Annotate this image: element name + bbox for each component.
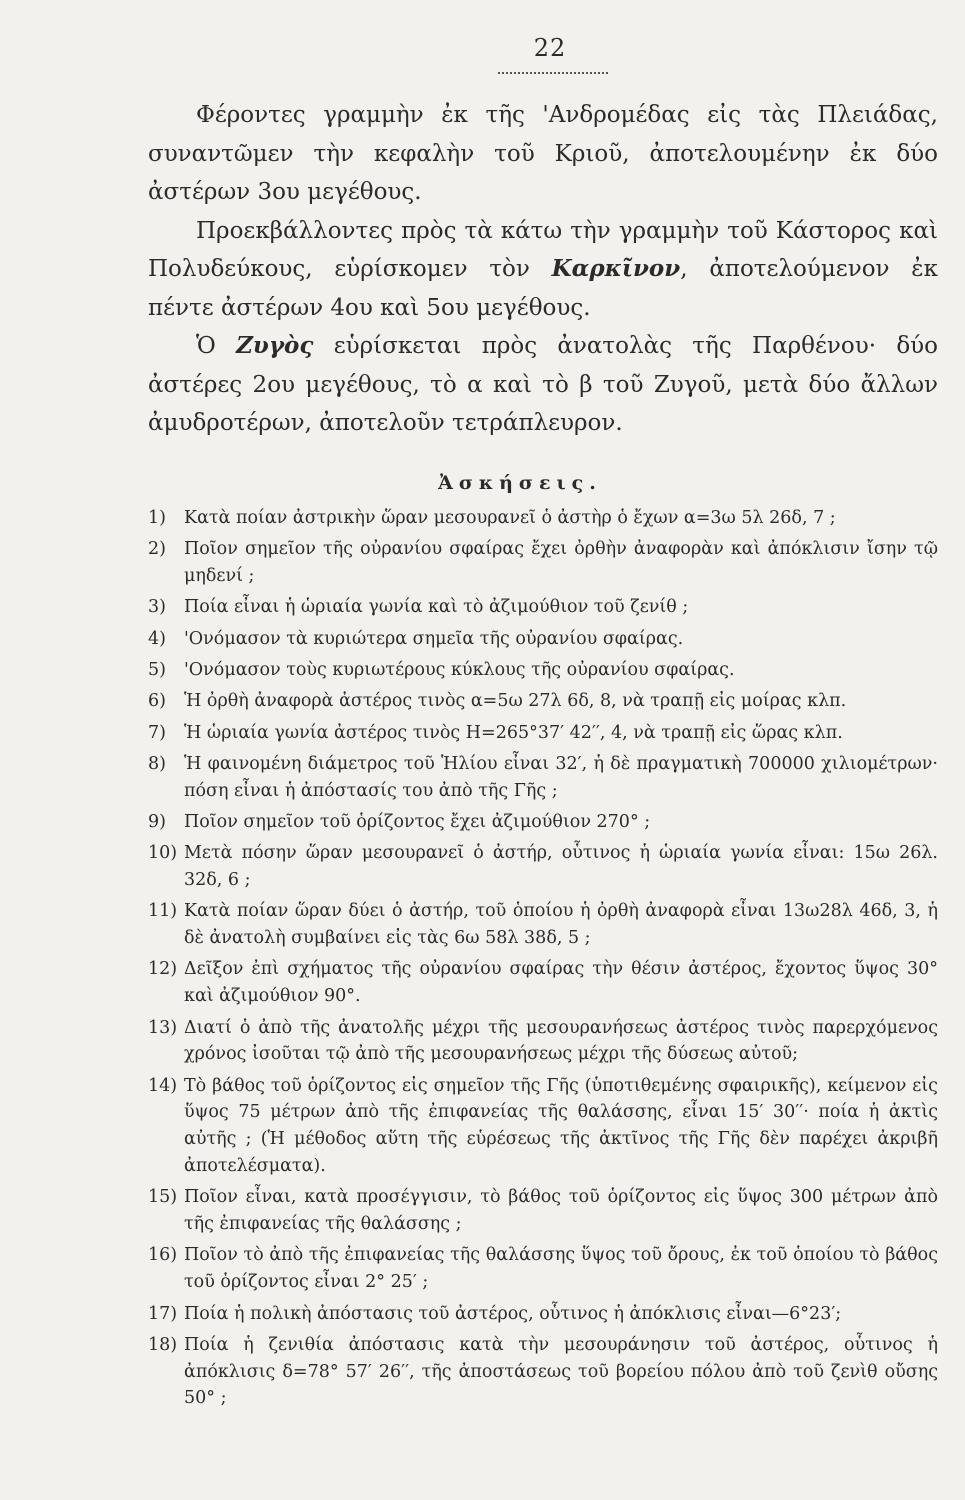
exercise-text: Ποῖον σημεῖον τῆς οὐρανίου σφαίρας ἔχει ὀρθὴν ἀναφορὰν καὶ ἀπόκλισιν ἴσην τῷ μηδενί ; [184,539,938,587]
exercise-item [148,1301,938,1328]
exercise-item [148,1184,938,1238]
term-karkinos: Καρκῖνον [551,255,681,282]
exercise-number: 15) [148,1187,178,1208]
exercise-item [148,751,938,805]
exercise-number: 1) [148,508,166,528]
exercise-text: Ποία ἡ ζενιθία ἀπόστασις κατὰ τὴν μεσουράνησιν τοῦ ἀστέρος, οὗτινος ἡ ἀπόκλισις δ=78° 57′ 26′′, τῆς ἀποστάσεως τοῦ βορείου πόλου ἀπὸ τοῦ ζενὶθ οὔσης 50° ; [184,1334,938,1409]
exercise-text: Μετὰ πόσην ὥραν μεσουρανεῖ ὁ ἀστήρ, οὗτινος ἡ ὡριαία γωνία εἶναι: 15ω 26λ. 32δ, 6 ; [184,843,938,891]
exercise-text: Ποία εἶναι ἡ ὡριαία γωνία καὶ τὸ ἀζιμούθιον τοῦ ζενίθ ; [184,597,689,618]
exercise-text: Ποῖον εἶναι, κατὰ προσέγγισιν, τὸ βάθος τοῦ ὁρίζοντος εἰς ὕψος 300 μέτρων ἀπὸ τῆς ἐπιφανείας τῆς θαλάσσης ; [184,1187,938,1235]
exercise-number: 9) [148,811,166,832]
intro-paragraph-3 [148,327,938,443]
exercise-text: Ἡ φαινομένη διάμετρος τοῦ Ἡλίου εἶναι 32′, ἡ δὲ πραγματικὴ 700000 χιλιομέτρων· πόση εἶναι ἡ ἀπόστασίς του ἀπὸ τῆς Γῆς ; [184,753,938,801]
exercise-number: 17) [148,1303,178,1324]
exercise-item [148,626,938,653]
exercise-text: Ποῖον σημεῖον τοῦ ὁρίζοντος ἔχει ἀζιμούθιον 270° ; [184,811,651,832]
intro-text [148,96,938,443]
exercise-number: 4) [148,628,166,649]
exercise-item [148,809,938,836]
exercise-item [148,898,938,952]
exercise-number: 12) [148,959,178,980]
exercise-text: Ποῖον τὸ ἀπὸ τῆς ἐπιφανείας τῆς θαλάσσης ὕψος τοῦ ὄρους, ἐκ τοῦ ὁποίου τὸ βάθος τοῦ ὁρίζοντος εἶναι 2° 25′ ; [184,1245,938,1293]
exercise-item [148,1015,938,1069]
intro-paragraph-2-end: , ἀποτελούμενον ἐκ πέντε ἀστέρων 4ου καὶ 5ου μεγέθους. [148,256,938,321]
exercise-number: 16) [148,1245,178,1266]
exercise-item [148,1073,938,1180]
exercise-number: 7) [148,722,166,743]
exercise-number: 5) [148,659,166,680]
exercises-list [148,505,938,1417]
exercise-item [148,956,938,1010]
exercise-number: 6) [148,691,166,712]
exercise-text: 'Ονόμασον τὰ κυριώτερα σημεῖα τῆς οὐρανίου σφαίρας. [184,628,684,649]
exercise-number: 2) [148,539,166,560]
exercise-item [148,720,938,747]
exercise-number: 3) [148,597,166,618]
exercise-text: 'Ονόμασον τοὺς κυριωτέρους κύκλους τῆς οὐρανίου σφαίρας. [184,659,735,680]
intro-paragraph-3-start: Ὁ [196,333,237,359]
exercise-text: Ποία ἡ πολικὴ ἀπόστασις τοῦ ἀστέρος, οὗτινος ἡ ἀπόκλισις εἶναι—6°23′; [184,1303,842,1324]
exercise-number: 11) [148,901,178,922]
exercise-number: 8) [148,753,166,774]
exercise-number: 14) [148,1075,178,1096]
exercise-item [148,657,938,684]
intro-paragraph-2 [148,212,938,328]
exercise-number: 18) [148,1334,178,1355]
exercise-item [148,594,938,621]
intro-paragraph-1: Φέροντες γραμμὴν ἐκ τῆς 'Ανδρομέδας εἰς τὰς Πλειάδας, συναντῶμεν τὴν κεφαλὴν τοῦ Κριοῦ, ἀποτελουμένην ἐκ δύο ἀστέρων 3ου μεγέθους. [148,102,938,205]
exercise-item [148,505,938,532]
exercises-heading: Ἀσκήσεις. [438,472,602,494]
exercise-number: 10) [148,843,178,864]
exercise-text: Κατὰ ποίαν ὥραν δύει ὁ ἀστήρ, τοῦ ὁποίου ἡ ὀρθὴ ἀναφορὰ εἶναι 13ω28λ 46δ, 3, ἡ δὲ ἀνατολὴ συμβαίνει εἰς τὰς 6ω 58λ 38δ, 5 ; [184,901,938,949]
exercise-text: Τὸ βάθος τοῦ ὁρίζοντος εἰς σημεῖον τῆς Γῆς (ὑποτιθεμένης σφαιρικῆς), κείμενον εἰς ὕψος 75 μέτρων ἀπὸ τῆς ἐπιφανείας τῆς θαλάσσης, εἶναι 15′ 30′′· ποία ἡ ἀκτὶς αὐτῆς ; (Ἡ μέθοδος αὕτη τῆς εὑρέσεως τῆς ἀκτῖνος τῆς Γῆς δὲν παρέχει ἀκριβῆ ἀποτελέσματα). [184,1075,938,1177]
term-zygos: Ζυγὸς [236,332,314,359]
exercise-item [148,688,938,715]
page-number: 22 [533,34,567,62]
exercise-item [148,536,938,590]
exercise-text: Δεῖξον ἐπὶ σχήματος τῆς οὐρανίου σφαίρας τὴν θέσιν ἀστέρος, ἔχοντος ὕψος 30° καὶ ἀζιμούθιον 90°. [184,959,938,1007]
intro-paragraph-2-start: Προεκβάλλοντες πρὸς τὰ κάτω τὴν γραμμὴν τοῦ Κάστορος καὶ Πολυδεύκους, εὑρίσκομεν τὸν [148,217,938,282]
exercise-number: 13) [148,1017,178,1038]
exercise-text: Ἡ ὡριαία γωνία ἀστέρος τινὸς Η=265°37′ 42′′, 4, νὰ τραπῇ εἰς ὥρας κλπ. [184,722,843,743]
exercise-text: Κατὰ ποίαν ἀστρικὴν ὥραν μεσουρανεῖ ὁ ἀστὴρ ὁ ἔχων α=3ω 5λ 26δ, 7 ; [184,508,836,528]
exercise-item [148,1242,938,1296]
exercise-text: Ἡ ὀρθὴ ἀναφορὰ ἀστέρος τινὸς α=5ω 27λ 6δ, 8, νὰ τραπῇ εἰς μοίρας κλπ. [184,691,847,712]
exercise-item [148,840,938,894]
page-number-rule [498,72,608,74]
exercise-item [148,1332,938,1412]
intro-paragraph-3-end: εὑρίσκεται πρὸς ἀνατολὰς τῆς Παρθένου· δύο ἀστέρες 2ου μεγέθους, τὸ α καὶ τὸ β τοῦ Ζυγοῦ, μετὰ δύο ἄλλων ἀμυδροτέρων, ἀποτελοῦν τετράπλευρον. [148,333,938,436]
exercise-text: Διατί ὁ ἀπὸ τῆς ἀνατολῆς μέχρι τῆς μεσουρανήσεως ἀστέρος τινὸς παρερχόμενος χρόνος ἰσοῦται τῷ ἀπὸ τῆς μεσουρανήσεως μέχρι τῆς δύσεως αὐτοῦ; [184,1017,938,1065]
